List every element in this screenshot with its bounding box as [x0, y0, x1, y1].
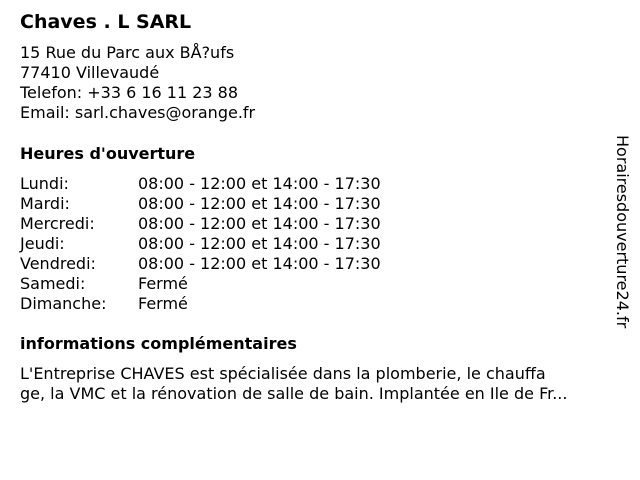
hours-row-friday	[20, 254, 381, 274]
day-times: 08:00 - 12:00 et 14:00 - 17:30	[138, 174, 381, 193]
day-label: Vendredi:	[20, 254, 96, 273]
business-name: Chaves . L SARL	[20, 11, 192, 33]
address-city: 77410 Villevaudé	[20, 63, 160, 82]
hours-row-sunday	[20, 294, 381, 314]
hours-heading: Heures d'ouverture	[20, 144, 196, 163]
contact-block	[20, 43, 255, 123]
day-label: Jeudi:	[20, 234, 65, 253]
day-times: 08:00 - 12:00 et 14:00 - 17:30	[138, 194, 381, 213]
info-heading: informations complémentaires	[20, 334, 297, 353]
day-times: 08:00 - 12:00 et 14:00 - 17:30	[138, 254, 381, 273]
hours-row-monday	[20, 174, 381, 194]
email-address: Email: sarl.chaves@orange.fr	[20, 103, 256, 122]
day-times: Fermé	[138, 274, 188, 293]
day-label: Mardi:	[20, 194, 70, 213]
day-label: Dimanche:	[20, 294, 107, 313]
day-times: 08:00 - 12:00 et 14:00 - 17:30	[138, 214, 381, 233]
day-times: 08:00 - 12:00 et 14:00 - 17:30	[138, 234, 381, 253]
hours-row-tuesday	[20, 194, 381, 214]
description-line: ge, la VMC et la rénovation de salle de bain. Implantée en Ile de Fr...	[20, 384, 568, 403]
day-times: Fermé	[138, 294, 188, 313]
description-line: L'Entreprise CHAVES est spécialisée dans la plomberie, le chauffa	[20, 364, 546, 383]
hours-row-wednesday	[20, 214, 381, 234]
hours-table	[20, 174, 381, 314]
hours-row-saturday	[20, 274, 381, 294]
day-label: Samedi:	[20, 274, 86, 293]
phone-number: Telefon: +33 6 16 11 23 88	[20, 83, 239, 102]
day-label: Lundi:	[20, 174, 69, 193]
hours-row-thursday	[20, 234, 381, 254]
address-street: 15 Rue du Parc aux BÅ?ufs	[20, 43, 235, 62]
business-description	[20, 364, 620, 404]
day-label: Mercredi:	[20, 214, 95, 233]
site-watermark: Horairesdouverture24.fr	[613, 135, 632, 329]
